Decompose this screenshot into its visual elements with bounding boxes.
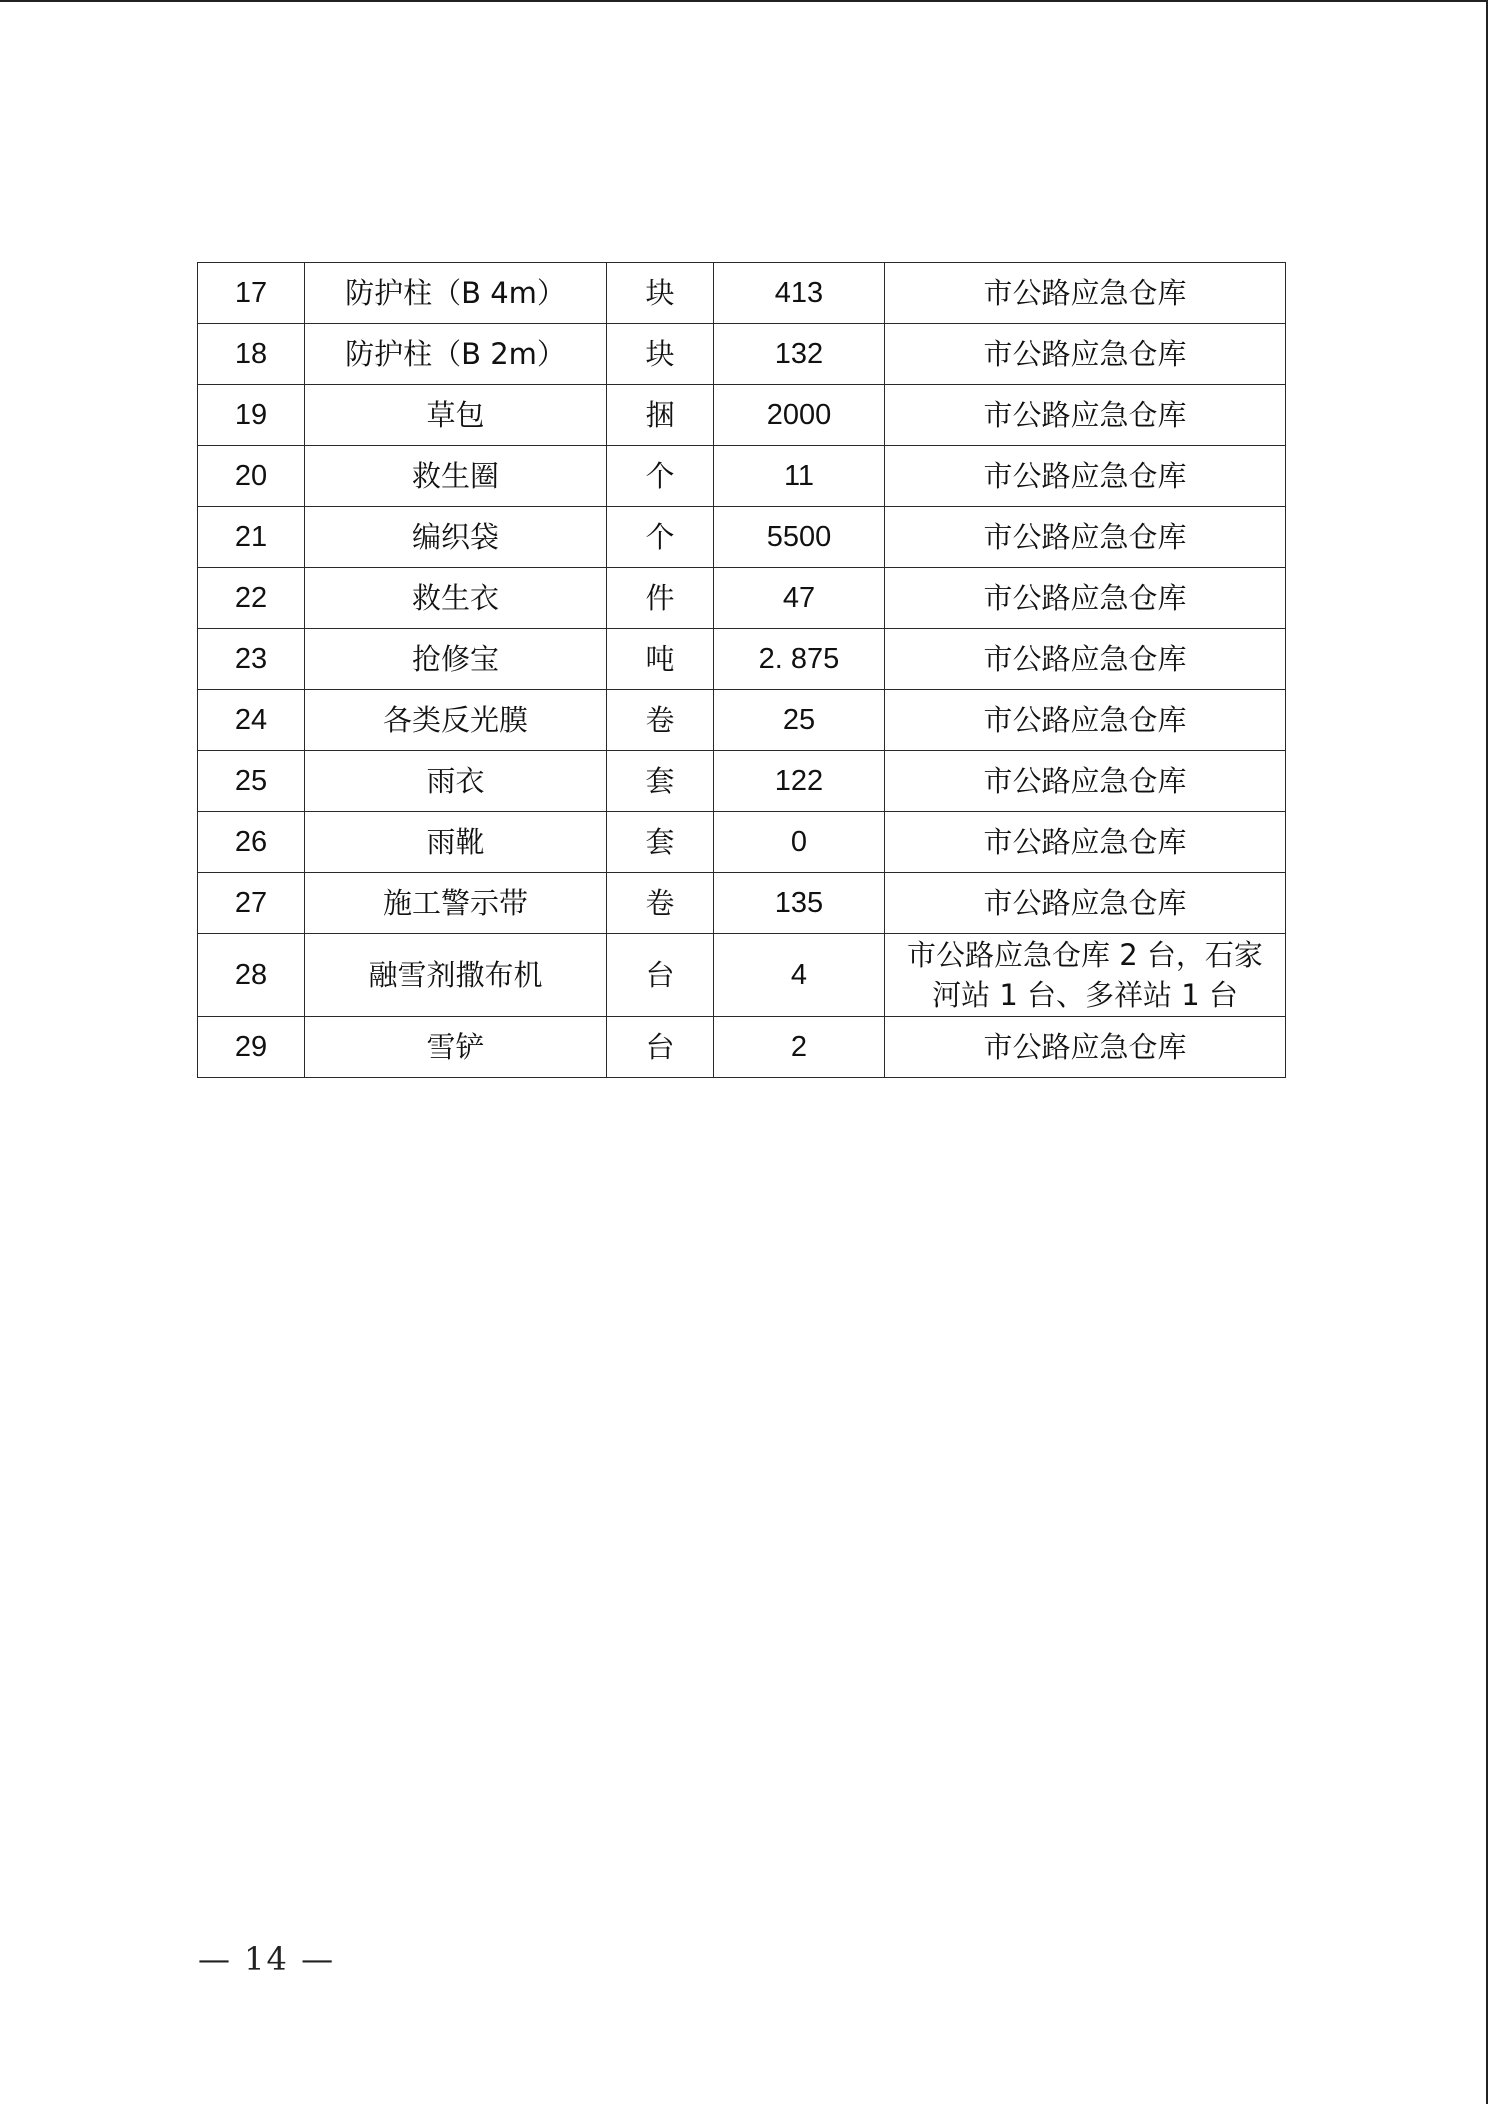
item-unit: 台 [607, 934, 714, 1017]
storage-location: 市公路应急仓库 [885, 385, 1286, 446]
item-quantity: 4 [714, 934, 885, 1017]
table-row [198, 324, 1286, 385]
item-name: 雨衣 [305, 751, 607, 812]
table-row [198, 812, 1286, 873]
row-index: 21 [198, 507, 305, 568]
storage-location: 市公路应急仓库 [885, 507, 1286, 568]
storage-location-line: 河站 1 台、多祥站 1 台 [932, 978, 1238, 1012]
item-quantity: 2 [714, 1017, 885, 1078]
row-index: 23 [198, 629, 305, 690]
item-name: 防护柱（B 4m） [305, 263, 607, 324]
storage-location: 市公路应急仓库 [885, 568, 1286, 629]
item-unit: 卷 [607, 690, 714, 751]
item-quantity: 5500 [714, 507, 885, 568]
item-quantity: 11 [714, 446, 885, 507]
row-index: 27 [198, 873, 305, 934]
table-row [198, 934, 1286, 1017]
item-name: 防护柱（B 2m） [305, 324, 607, 385]
storage-location [885, 934, 1286, 1017]
table-row [198, 690, 1286, 751]
item-name: 救生衣 [305, 568, 607, 629]
storage-location: 市公路应急仓库 [885, 812, 1286, 873]
item-name: 编织袋 [305, 507, 607, 568]
table-row [198, 873, 1286, 934]
item-quantity: 122 [714, 751, 885, 812]
item-quantity: 47 [714, 568, 885, 629]
storage-location: 市公路应急仓库 [885, 629, 1286, 690]
item-unit: 套 [607, 812, 714, 873]
row-index: 29 [198, 1017, 305, 1078]
table-row [198, 1017, 1286, 1078]
item-name: 抢修宝 [305, 629, 607, 690]
item-quantity: 2. 875 [714, 629, 885, 690]
item-unit: 块 [607, 324, 714, 385]
item-name: 救生圈 [305, 446, 607, 507]
table-row [198, 507, 1286, 568]
emergency-supplies-table [197, 262, 1286, 1078]
item-name: 草包 [305, 385, 607, 446]
item-unit: 块 [607, 263, 714, 324]
item-quantity: 135 [714, 873, 885, 934]
storage-location: 市公路应急仓库 [885, 873, 1286, 934]
storage-location: 市公路应急仓库 [885, 263, 1286, 324]
table-row [198, 446, 1286, 507]
storage-location: 市公路应急仓库 [885, 324, 1286, 385]
row-index: 18 [198, 324, 305, 385]
item-quantity: 132 [714, 324, 885, 385]
item-quantity: 2000 [714, 385, 885, 446]
storage-location-line: 市公路应急仓库 2 台，石家 [907, 938, 1263, 972]
table-row [198, 385, 1286, 446]
table-row [198, 568, 1286, 629]
table-row [198, 629, 1286, 690]
item-unit: 个 [607, 507, 714, 568]
item-unit: 台 [607, 1017, 714, 1078]
table-row [198, 751, 1286, 812]
row-index: 20 [198, 446, 305, 507]
row-index: 26 [198, 812, 305, 873]
top-border-line [0, 0, 1488, 2]
item-name: 融雪剂撒布机 [305, 934, 607, 1017]
item-unit: 卷 [607, 873, 714, 934]
item-name: 雪铲 [305, 1017, 607, 1078]
item-unit: 捆 [607, 385, 714, 446]
item-name: 各类反光膜 [305, 690, 607, 751]
item-unit: 吨 [607, 629, 714, 690]
row-index: 25 [198, 751, 305, 812]
storage-location: 市公路应急仓库 [885, 1017, 1286, 1078]
item-name: 施工警示带 [305, 873, 607, 934]
item-unit: 个 [607, 446, 714, 507]
page-number: — 14 — [198, 1940, 336, 1978]
item-quantity: 25 [714, 690, 885, 751]
storage-location: 市公路应急仓库 [885, 446, 1286, 507]
row-index: 22 [198, 568, 305, 629]
item-unit: 件 [607, 568, 714, 629]
item-unit: 套 [607, 751, 714, 812]
storage-location: 市公路应急仓库 [885, 751, 1286, 812]
item-quantity: 0 [714, 812, 885, 873]
item-quantity: 413 [714, 263, 885, 324]
row-index: 17 [198, 263, 305, 324]
storage-location: 市公路应急仓库 [885, 690, 1286, 751]
row-index: 19 [198, 385, 305, 446]
row-index: 28 [198, 934, 305, 1017]
item-name: 雨靴 [305, 812, 607, 873]
table-row [198, 263, 1286, 324]
row-index: 24 [198, 690, 305, 751]
